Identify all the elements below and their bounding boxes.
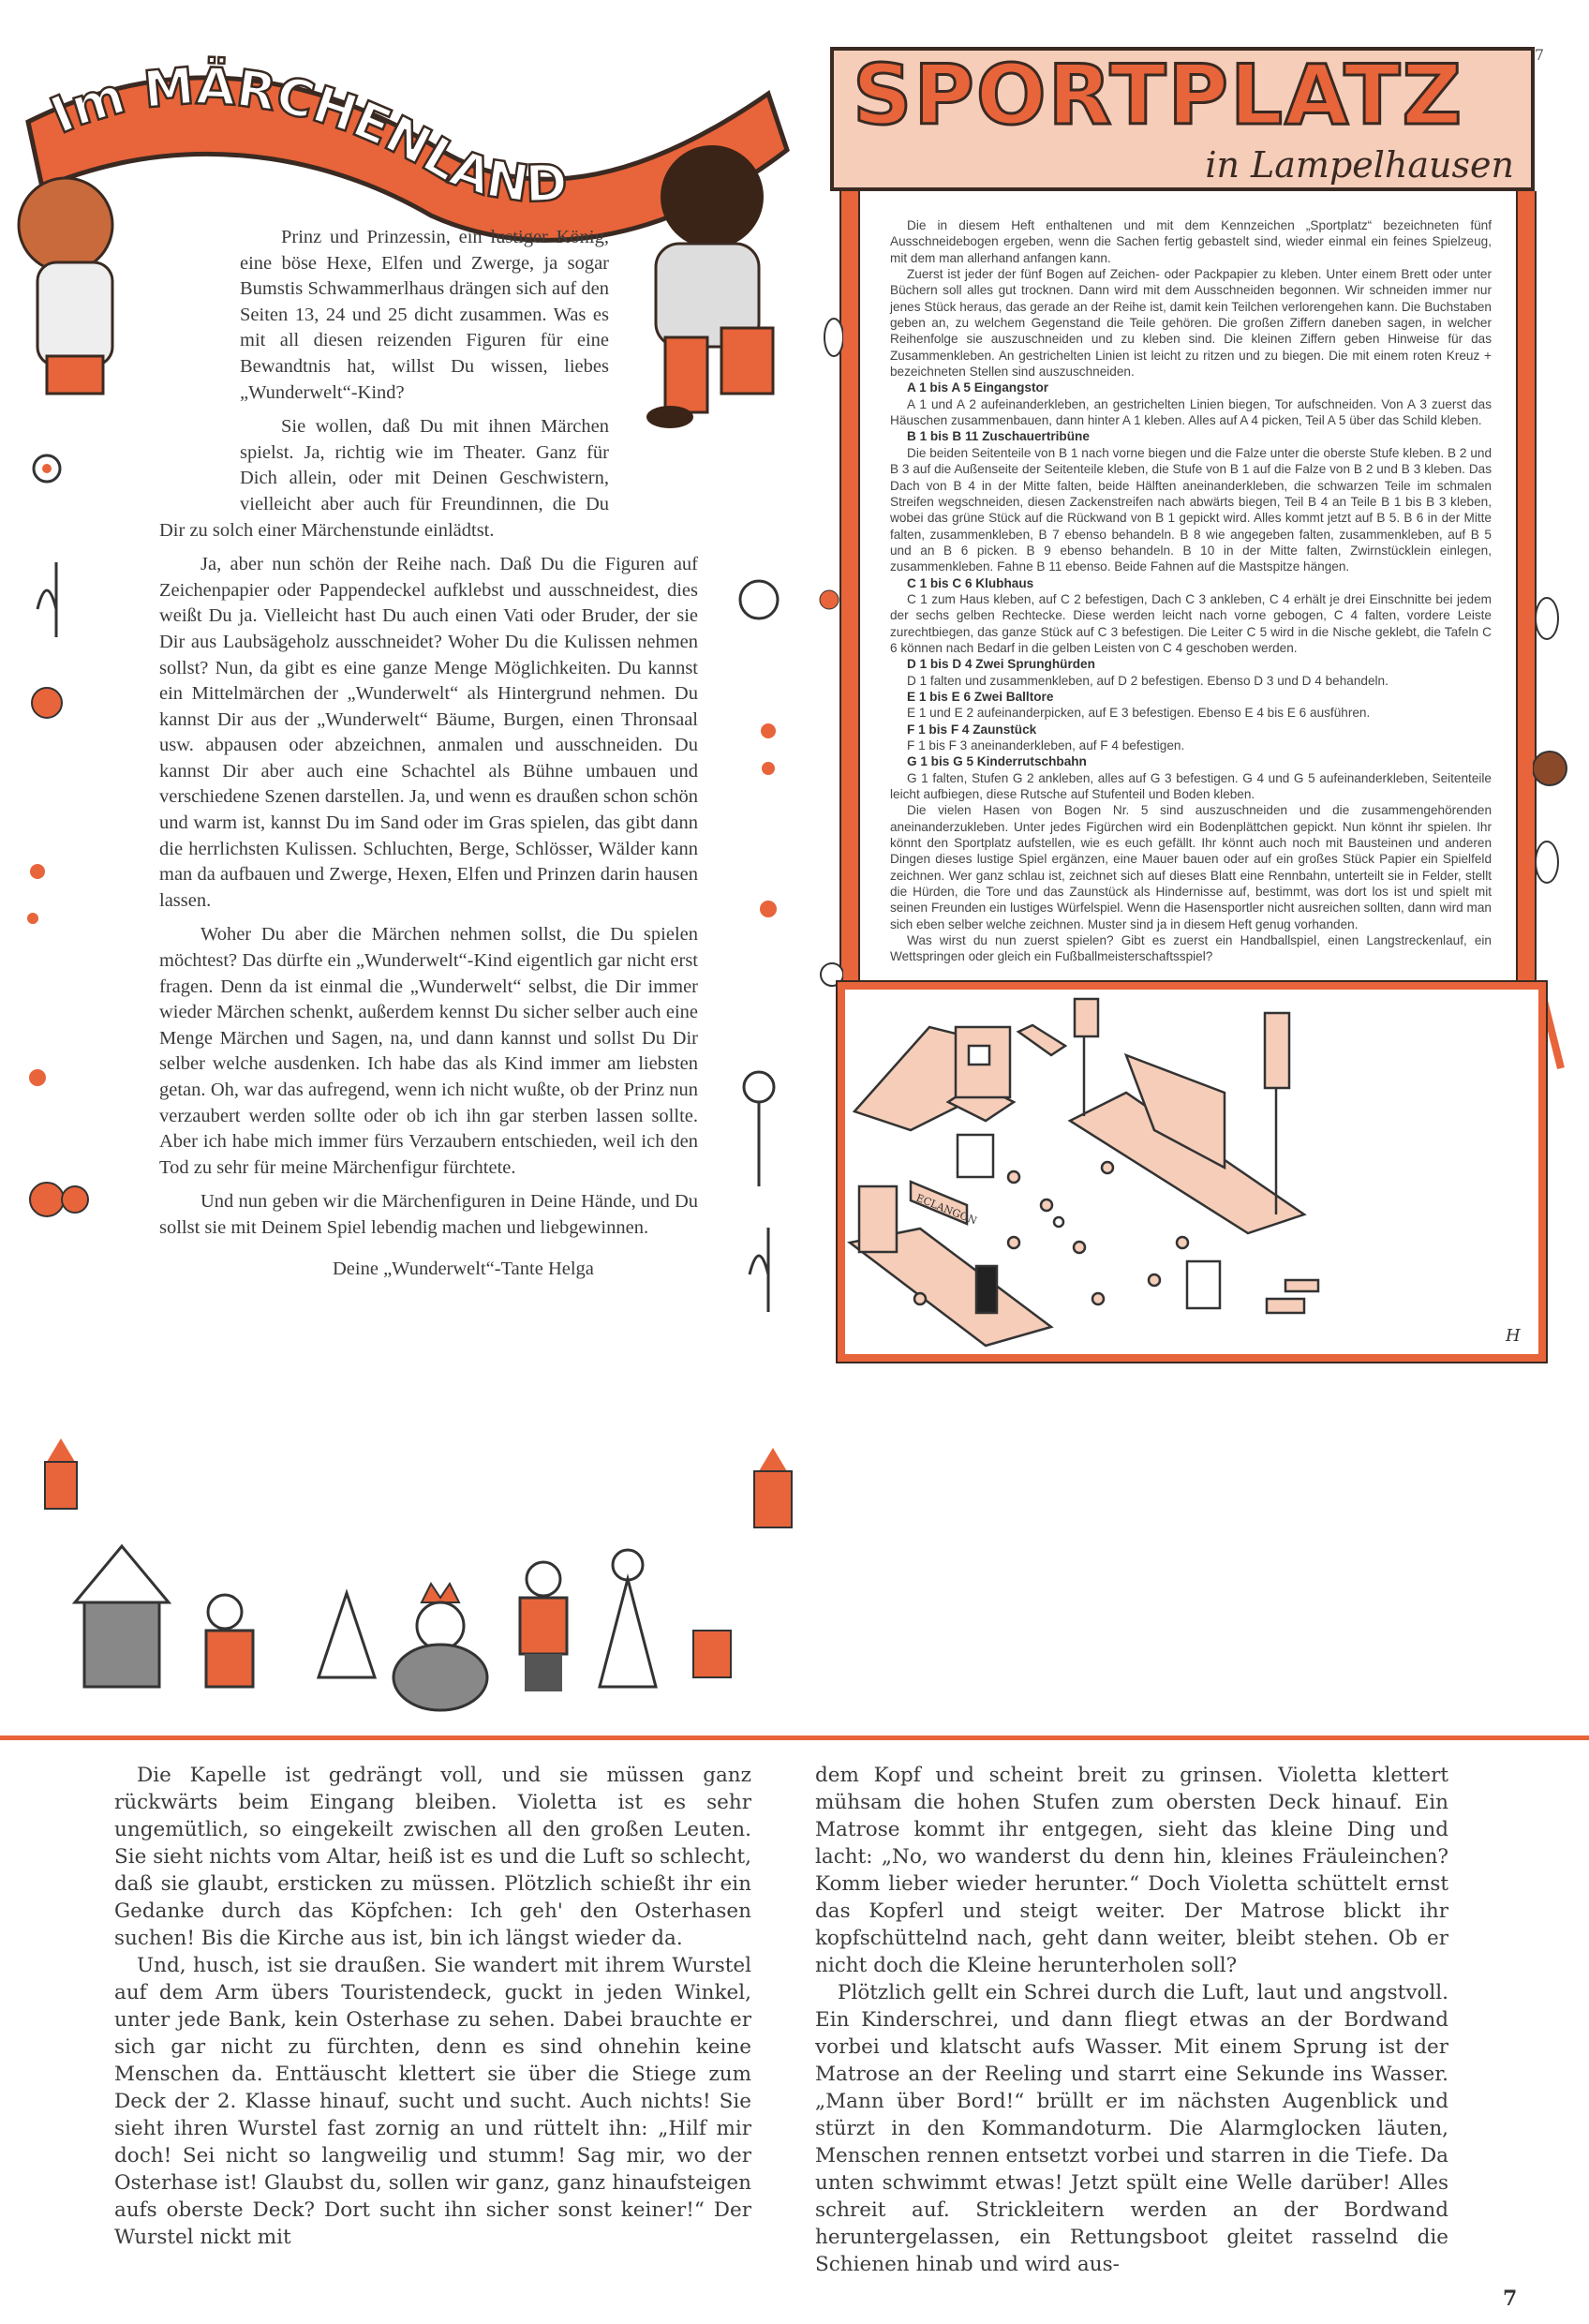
story-column-right xyxy=(815,1762,1448,2278)
flower-icon xyxy=(32,688,62,718)
paragraph: A 1 und A 2 aufeinanderkleben, an gestrichelten Linien biegen, Tor aufschneiden. Von A 3 zuerst das Häuschen zusammenbauen, dann hinter A 1 kleben. Alles auf A 4 picken, Teil A 5 über das Schild kleben. xyxy=(890,396,1492,428)
witch-figure xyxy=(75,1546,169,1687)
section-heading: E 1 bis E 6 Zwei Balltore xyxy=(907,689,1054,704)
story-column-left xyxy=(114,1762,751,2251)
section-divider xyxy=(0,1736,1589,1740)
artist-signature: H xyxy=(1506,1325,1521,1346)
gate-sign-text: ECLANGON xyxy=(913,1191,979,1228)
princess-figure xyxy=(600,1550,656,1687)
flower-icon xyxy=(761,723,776,775)
sportplatz-instructions xyxy=(890,217,1492,965)
snowdrop-icon xyxy=(750,1228,768,1312)
flower-icon xyxy=(27,864,45,924)
section-heading: F 1 bis F 4 Zaunstück xyxy=(907,722,1037,737)
paragraph: dem Kopf und scheint breit zu grinsen. Violetta klettert mühsam die hohen Stufen zum obersten Deck hinauf. Ein Matrose kommt ihr entgegen, sieht das kleine Ding und lacht: „No, wo wanderst du denn hin, kleines Fräuleinchen? Komm lieber wieder herunter.“ Doch Violetta schüttelt ernst das Kopferl und steigt weiter. Der Matrose blickt ihr kopfschüttelnd nach, geht dann weiter, bleibt stehen. Ob er nicht doch die Kleine herunterholen soll? xyxy=(815,1764,1448,1977)
paragraph: Ja, aber nun schön der Reihe nach. Daß Du die Figuren auf Zeichenpapier oder Pappendeckel aufklebst und ausschneidest, dies weißt Du ja. Vielleicht hast Du auch einen Vati oder Bruder, der sie Dir aus Laubsägeholz ausschneidet? Woher Du die Kulissen nehmen sollst? Nun, da gibt es eine ganze Menge Möglichkeiten. Du kannst ein Mittelmärchen der „Wunderwelt“ als Hintergrund nehmen. Du kannst Dir aus der „Wunderwelt“ Bäume, Burgen, einen Thronsaal usw. abpausen oder abzeichnen, anmalen und ausschneiden. Du kannst Dir aber auch eine Schachtel als Bühne umbauen und verschiedene Szenen darstellen. Ja, und wenn es draußen schon schön und warm ist, kannst Du im Sand oder im Gras spielen, das gibt dann die herrlichsten Kulissen. Schluchten, Berge, Schlösser, Wälder kann man da aufbauen und Zwerge, Hexen, Elfen und Prinzen darin hausen lassen. xyxy=(159,554,698,911)
flower-icon xyxy=(744,1072,774,1186)
prince-figure xyxy=(520,1562,567,1691)
sportplatz-sign xyxy=(830,46,1544,191)
flower-border-left xyxy=(9,450,112,1387)
section-heading: D 1 bis D 4 Zwei Sprunghürden xyxy=(907,657,1095,672)
children-figures xyxy=(206,1595,253,1687)
fairy-tale-figures xyxy=(19,1434,806,1715)
snowdrop-icon xyxy=(37,562,56,637)
paragraph: Plötzlich gellt ein Schrei durch die Luft, laut und angstvoll. Ein Kinderschrei, und dann fliegt etwas an der Bordwand vorbei und klatscht aufs Wasser. Mit einem Sprung ist der Matrose an der Reeling und starrt eine Sekunde ins Wasser. „Mann über Bord!“ brüllt er im nächsten Augenblick und stürzt in den Kommandoturm. Die Alarmglocken läuten, Menschen rennen entsetzt vorbei und starren in die Tiefe. Da unten schwimmt etwas! Jetzt spült eine Welle darüber! Alles schreit auf. Strickleitern werden an der Bordwand heruntergelassen, ein Rettungsboot gleitet rasselnd die Schienen hinab und wird aus- xyxy=(815,1981,1448,2276)
banner-title: Im MÄRCHENLAND xyxy=(42,56,569,215)
entrance-gate-model xyxy=(850,1182,1051,1346)
paragraph: C 1 zum Haus kleben, auf C 2 befestigen, Dach C 3 ankleben, C 4 erhält je drei Einschnitte bei jedem der sechs gelben Rechtecke. Diese werden leicht nach vorne gebogen, C 4 falten, vordere Leiste zurechtbiegen, das ganze Stück auf C 3 befestigen. Die Leiter C 5 wird in die Nische geklebt, die Tafeln C 6 können nach Bedarf in die gelben Leisten von C 4 geschoben werden. xyxy=(890,591,1492,655)
paragraph: Die in diesem Heft enthaltenen und mit dem Kennzeichen „Sportplatz“ bezeichneten fünf Ausschneidebogen ergeben, wenn die Sachen fertig gebastelt sind, wieder einmal ein feines Spielzeug, mit dem man allerhand anfangen kann. xyxy=(890,218,1492,265)
king-figure xyxy=(394,1584,487,1710)
sign-title: SPORTPLATZ xyxy=(853,47,1464,143)
paragraph: Woher Du aber die Märchen nehmen sollst, die Du spielen möchtest? Das dürfte ein „Wunderwelt“-Kind eigentlich gar nicht erst fragen. Denn da ist einmal die „Wunderwelt“ selbst, die Dir immer wieder Märchen schenkt, außerdem kennst Du sicher selber auch eine Menge Märchen und Sagen, na, und dann kannst und sollst Du Dir selber welche ausdenken. Ich habe das als Kind immer am liebsten getan. Oh, war das aufregend, wenn ich nicht wußte, ob der Prinz nun verzaubert werden sollte oder ob ich ihn gar sterben lassen sollte. Aber ich habe mich immer fürs Verzaubern entschieden, weil ich den Tod zu sehr für meine Märchenfigur fürchtete. xyxy=(159,924,698,1178)
paragraph: Und nun geben wir die Märchenfiguren in Deine Hände, und Du sollst sie mit Deinem Spiel lebendig machen und liebgewinnen. xyxy=(159,1191,698,1238)
paragraph: Und, husch, ist sie draußen. Sie wandert mit ihrem Wurstel auf dem Arm übers Touristendeck, guckt in jeden Winkel, unter jede Bank, kein Osterhase zu sehen. Dabei brauchte er sich gar nicht zu fürchten, denn es sind ohnehin keine Menschen da. Enttäuscht klettert sie über die Stiege zum Deck der 2. Klasse hinauf, sucht und sucht. Auch nichts! Sie sieht ihren Wurstel fast zornig an und rüttelt ihn: „Hilf mir doch! Sei nicht so langweilig und stumm! Sag mir, wo der Osterhase ist! Glaubst du, sollen wir ganz, ganz hinaufsteigen aufs oberste Deck? Dort sucht ihn sicher sonst keiner!“ Der Wurstel nickt mit xyxy=(114,1954,751,2249)
clubhouse-model xyxy=(948,1027,1014,1121)
corner-page-number: 7 xyxy=(1534,46,1544,64)
sportplatz-panel xyxy=(838,217,1546,1362)
bench-model xyxy=(1018,1025,1065,1055)
sign-subtitle: in Lampelhausen xyxy=(1205,144,1514,186)
dwarf-figure xyxy=(45,1438,77,1509)
paragraph: G 1 falten, Stufen G 2 ankleben, alles auf G 3 befestigen. G 4 und G 5 aufeinanderkleben, Seitenteile leicht aufbiegen, diese Rutsche auf Stufenteil und Boden kleben. xyxy=(890,770,1492,802)
grandstand-model xyxy=(1070,999,1304,1233)
page-number: 7 xyxy=(1503,2287,1518,2311)
paragraph: Prinz und Prinzessin, ein lustiger König, eine böse Hexe, Elfen und Zwerge, ja sogar Bumstis Schwammerlhaus drängen sich auf den Seiten 13, 24 und 25 dicht zusammen. Was es mit all diesen reizenden Figuren für eine Bewandtnis hat, willst Du wissen, liebes „Wunderwelt“-Kind? xyxy=(240,227,609,403)
flower-icon xyxy=(740,581,778,618)
flower-icon xyxy=(29,1069,46,1086)
tree-figure xyxy=(319,1593,375,1677)
paragraph: F 1 bis F 3 aneinanderkleben, auf F 4 befestigen. xyxy=(907,738,1185,752)
section-heading: G 1 bis G 5 Kinderrutschbahn xyxy=(907,754,1087,769)
paragraph: Was wirst du nun zuerst spielen? Gibt es zuerst ein Handballspiel, einen Langstreckenlauf, ein Wettspringen oder gleich ein Fußballmeisterschaftsspiel? xyxy=(890,933,1492,964)
dwarf-figure xyxy=(693,1448,792,1677)
section-heading: C 1 bis C 6 Klubhaus xyxy=(907,575,1034,590)
flower-icon xyxy=(30,1183,88,1216)
section-heading: B 1 bis B 11 Zuschauertribüne xyxy=(907,429,1090,444)
paragraph: Die Kapelle ist gedrängt voll, und sie müssen ganz rückwärts beim Eingang bleiben. Violetta ist es sehr ungemütlich, so eingekeilt zwischen all den großen Leuten. Sie sieht nichts vom Altar, heiß ist es und die Luft so schlecht, daß sie glaubt, ersticken zu müssen. Plötzlich schießt ihr ein Gedanke durch das Köpfchen: Ich geh' den Osterhasen suchen! Bis die Kirche aus ist, bin ich längst wieder da. xyxy=(114,1764,751,1950)
flower-icon xyxy=(760,901,777,917)
paragraph: Die vielen Hasen von Bogen Nr. 5 sind auszuschneiden und die zusammengehörenden aneinanderzukleben. Unter jedes Figürchen wird ein Bodenplättchen gepickt. Nun könnt ihr spielen. Ihr könnt den Sportplatz aufstellen, wie es euch gefällt. Ihr könnt auch noch mit Bausteinen und anderen Dingen dieses lustige Spiel ergänzen, eine Mauer bauen oder auf ein großes Stück Papier ein Spielfeld zeichnen. Wer ganz schlau ist, zeichnet sich auf dieses Blatt eine Rennbahn, unterteilt sie in Felder, stellt die Hürden, die Tore und das Zaunstück als Hindernisse auf, bestimmt, was dort los ist und spielt mit seinen Freunden ein lustiges Würfelspiel. Wenn die Hasensportler nicht ausreichen sollten, dann wird man sich eben selber welche zeichnen. Muster sind ja in diesem Heft genug vorhanden. xyxy=(890,803,1492,931)
paragraph: Sie wollen, daß Du mit ihnen Märchen spielst. Ja, richtig wie im Theater. Ganz für Dich allein, oder mit Deinen Geschwistern, vielleicht aber auch für Freundinnen, die Du Dir zu solch einer Märchenstunde einlädtst. xyxy=(159,416,609,541)
paragraph: Zuerst ist jeder der fünf Bogen auf Zeichen- oder Packpapier zu kleben. Unter einem Brett oder unter Büchern soll alles gut trocknen. Dann wird mit dem Ausschneiden begonnen. Wir schneiden immer nur jenes Stück heraus, das gerade an der Reihe ist, damit kein Teilchen verlorengehen kann. Die Buchstaben geben an, zu welchem Gegenstand die Teile gehören. Die großen Ziffern daneben sagen, in welcher Reihenfolge sie auszuschneiden und zu kleben sind. Die kleinen Ziffern geben Hinweise für das Zusammenkleben. An gestrichelten Linien ist leicht zu ritzen und zu biegen. Die mit einem roten Kreuz + bezeichneten Stellen sind auszuschneiden. xyxy=(890,267,1492,380)
flower-icon xyxy=(34,455,60,482)
hurdle-model xyxy=(1267,1280,1318,1313)
flower-border-right xyxy=(712,562,815,1406)
section-heading: A 1 bis A 5 Eingangstor xyxy=(907,380,1049,395)
paragraph: D 1 falten und zusammenkleben, auf D 2 befestigen. Ebenso D 3 und D 4 behandeln. xyxy=(907,673,1389,688)
paragraph: Die beiden Seitenteile von B 1 nach vorne biegen und die Falze unter die oberste Stufe kleben. B 2 und B 3 auf die Außenseite der Seitenteile kleben, die Stufe von B 1 auf die Falze von B 2 und B 3 kleben. Das Dach von B 4 in der Mitte falten, beide Hälften aneinanderkleben, die schwarzen Teile im schmalen Streifen wegschneiden, diesen Zackenstreifen nach abwärts biegen, Teil B 4 an Teile B 1 bis B 3 kleben, wobei das grüne Stück auf die Rückwand von B 1 gepickt wird. Alles kommt jetzt auf B 5. B 6 in der Mitte falten, zusammenkleben, B 7 ebenso behandeln. B 8 wie angegeben falten, zusammenkleben, auf B 5 und an B 6 picken. B 9 ebenso behandeln. B 10 in der Mitte falten, Zwirnstücklein einlegen, zusammenkleben. Fahne B 11 ebenso. Beide Fahnen auf die Mastspitze hängen. xyxy=(890,445,1492,574)
paragraph: E 1 und E 2 aufeinanderpicken, auf E 3 befestigen. Ebenso E 4 bis E 6 ausführen. xyxy=(907,706,1371,721)
sportplatz-illustration xyxy=(838,982,1546,1362)
child-figure-left xyxy=(19,178,112,394)
signature: Deine „Wunderwelt“-Tante Helga xyxy=(333,1258,594,1279)
maerchen-article xyxy=(159,225,698,1282)
